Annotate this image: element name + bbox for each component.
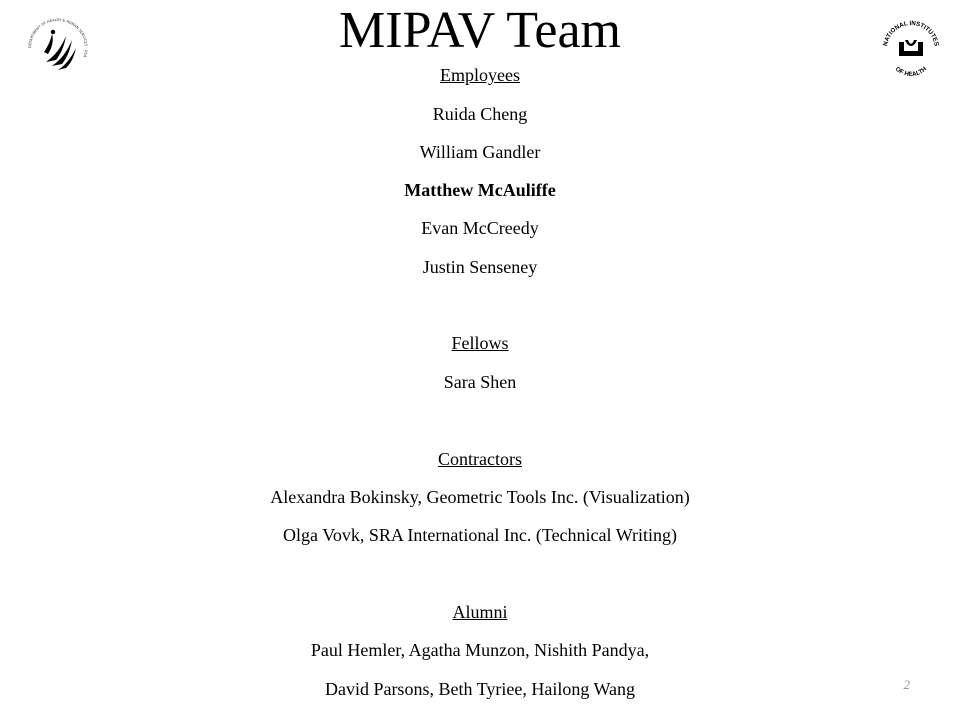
hhs-seal-text: DEPARTMENT OF HEALTH & HUMAN SERVICES · USA: [27, 17, 89, 58]
contractor-entry: Alexandra Bokinsky, Geometric Tools Inc. (Visualization): [270, 487, 690, 507]
contractor-entry: Olga Vovk, SRA International Inc. (Technical Writing): [283, 525, 677, 545]
employees-heading: Employees: [440, 65, 520, 85]
fellow-name: Sara Shen: [443, 372, 517, 392]
alumni-line: David Parsons, Beth Tyriee, Hailong Wang: [324, 679, 636, 699]
fellows-heading: Fellows: [451, 333, 509, 353]
nih-seal-text-bottom: OF HEALTH: [893, 65, 929, 79]
slide-title: MIPAV Team: [339, 2, 621, 59]
employee-name: Evan McCreedy: [421, 218, 539, 238]
alumni-heading: Alumni: [452, 602, 508, 622]
employee-name: Justin Senseney: [422, 257, 538, 277]
employee-name: William Gandler: [419, 142, 541, 162]
employee-name: Ruida Cheng: [432, 104, 528, 124]
contractors-heading: Contractors: [438, 449, 522, 469]
employee-name: Matthew McAuliffe: [404, 180, 556, 200]
slide-number: 2: [903, 677, 910, 692]
nih-seal-text-top: NATIONAL INSTITUTES: [882, 19, 940, 47]
alumni-line: Paul Hemler, Agatha Munzon, Nishith Pandya,: [310, 640, 650, 660]
